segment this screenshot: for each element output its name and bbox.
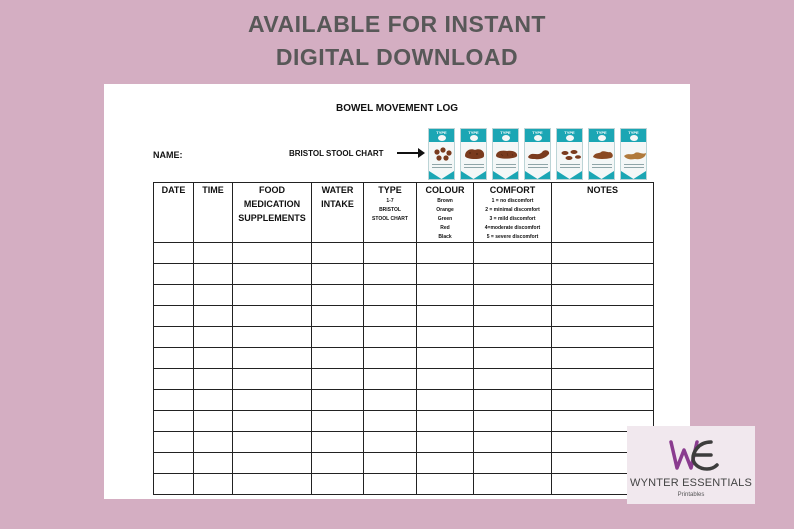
cell-time[interactable] bbox=[194, 411, 233, 432]
column-header-subtext: Red bbox=[440, 225, 450, 231]
stool-type-label: TYPE bbox=[468, 130, 479, 135]
stool-type-label: TYPE bbox=[564, 130, 575, 135]
table-row bbox=[154, 348, 654, 369]
stool-shape-icon bbox=[590, 144, 615, 162]
stool-type-card bbox=[524, 128, 551, 180]
cell-time[interactable] bbox=[194, 306, 233, 327]
stool-type-tab bbox=[621, 129, 646, 142]
cell-comfort[interactable] bbox=[474, 243, 552, 264]
table-row bbox=[154, 390, 654, 411]
cell-date[interactable] bbox=[154, 264, 194, 285]
cell-food[interactable] bbox=[233, 474, 312, 495]
cell-type[interactable] bbox=[364, 432, 417, 453]
cell-comfort[interactable] bbox=[474, 327, 552, 348]
column-header-text: NOTES bbox=[586, 185, 618, 195]
cell-date[interactable] bbox=[154, 348, 194, 369]
cell-comfort[interactable] bbox=[474, 390, 552, 411]
cell-type[interactable] bbox=[364, 348, 417, 369]
stool-caption-line bbox=[592, 164, 612, 165]
cell-type[interactable] bbox=[364, 327, 417, 348]
cell-food[interactable] bbox=[233, 432, 312, 453]
cell-water[interactable] bbox=[312, 348, 364, 369]
stool-card-footer bbox=[589, 171, 614, 179]
column-header-text: DATE bbox=[161, 185, 186, 195]
cell-colour[interactable] bbox=[417, 453, 474, 474]
cell-notes[interactable] bbox=[552, 348, 654, 369]
stool-type-tab bbox=[589, 129, 614, 142]
cell-time[interactable] bbox=[194, 348, 233, 369]
column-header-time bbox=[194, 183, 233, 243]
column-header-subtext: Orange bbox=[436, 207, 454, 213]
cell-comfort[interactable] bbox=[474, 453, 552, 474]
cell-time[interactable] bbox=[194, 390, 233, 411]
stool-caption-line bbox=[432, 164, 452, 165]
cell-water[interactable] bbox=[312, 411, 364, 432]
name-label: NAME: bbox=[153, 150, 183, 160]
cell-colour[interactable] bbox=[417, 474, 474, 495]
stool-type-card bbox=[492, 128, 519, 180]
cell-comfort[interactable] bbox=[474, 369, 552, 390]
stool-card-footer bbox=[493, 171, 518, 179]
stool-type-label: TYPE bbox=[436, 130, 447, 135]
cell-comfort[interactable] bbox=[474, 474, 552, 495]
stool-type-card bbox=[556, 128, 583, 180]
cell-colour[interactable] bbox=[417, 369, 474, 390]
stool-type-tab bbox=[557, 129, 582, 142]
cell-food[interactable] bbox=[233, 369, 312, 390]
cell-type[interactable] bbox=[364, 264, 417, 285]
cell-notes[interactable] bbox=[552, 306, 654, 327]
cell-food[interactable] bbox=[233, 453, 312, 474]
column-header-text: WATER bbox=[321, 185, 354, 195]
cell-time[interactable] bbox=[194, 453, 233, 474]
cell-water[interactable] bbox=[312, 474, 364, 495]
column-header-text: TIME bbox=[202, 185, 224, 195]
log-sheet bbox=[104, 84, 690, 499]
table-row bbox=[154, 306, 654, 327]
column-header-subtext: 1 = no discomfort bbox=[491, 198, 534, 204]
stool-type-card bbox=[460, 128, 487, 180]
cell-water[interactable] bbox=[312, 432, 364, 453]
stool-type-number-badge bbox=[598, 135, 606, 141]
stool-caption-line bbox=[464, 164, 484, 165]
table-row bbox=[154, 285, 654, 306]
cell-date[interactable] bbox=[154, 474, 194, 495]
headline-line-1: AVAILABLE FOR INSTANT bbox=[248, 11, 546, 37]
stool-caption-line bbox=[560, 167, 580, 168]
cell-notes[interactable] bbox=[552, 264, 654, 285]
cell-food[interactable] bbox=[233, 306, 312, 327]
cell-date[interactable] bbox=[154, 453, 194, 474]
cell-food[interactable] bbox=[233, 348, 312, 369]
cell-date[interactable] bbox=[154, 306, 194, 327]
stool-type-number-badge bbox=[534, 135, 542, 141]
cell-colour[interactable] bbox=[417, 411, 474, 432]
column-header-text: SUPPLEMENTS bbox=[238, 213, 306, 223]
column-header-comfort bbox=[474, 183, 552, 243]
column-header-date bbox=[154, 183, 194, 243]
column-header-subtext: 2 = minimal discomfort bbox=[485, 207, 540, 213]
column-header-food bbox=[233, 183, 312, 243]
log-title: BOWEL MOVEMENT LOG bbox=[335, 103, 459, 114]
column-header-text: COMFORT bbox=[489, 185, 536, 195]
cell-food[interactable] bbox=[233, 327, 312, 348]
stool-caption-line bbox=[432, 167, 452, 168]
stool-type-card bbox=[620, 128, 647, 180]
stool-type-number-badge bbox=[470, 135, 478, 141]
cell-colour[interactable] bbox=[417, 243, 474, 264]
cell-comfort[interactable] bbox=[474, 432, 552, 453]
stool-type-number-badge bbox=[630, 135, 638, 141]
cell-comfort[interactable] bbox=[474, 285, 552, 306]
column-header-text: FOOD bbox=[259, 185, 285, 195]
cell-comfort[interactable] bbox=[474, 306, 552, 327]
stool-caption-line bbox=[496, 164, 516, 165]
stool-type-label: TYPE bbox=[532, 130, 543, 135]
cell-notes[interactable] bbox=[552, 390, 654, 411]
brand-logo bbox=[627, 426, 755, 504]
stool-type-tab bbox=[461, 129, 486, 142]
column-header-text: MEDICATION bbox=[243, 199, 301, 209]
column-header-colour bbox=[417, 183, 474, 243]
cell-notes[interactable] bbox=[552, 243, 654, 264]
cell-food[interactable] bbox=[233, 264, 312, 285]
cell-time[interactable] bbox=[194, 369, 233, 390]
cell-colour[interactable] bbox=[417, 432, 474, 453]
cell-date[interactable] bbox=[154, 411, 194, 432]
column-header-water bbox=[312, 183, 364, 243]
column-header-subtext: 1-7 bbox=[386, 198, 394, 204]
table-row bbox=[154, 453, 654, 474]
cell-time[interactable] bbox=[194, 264, 233, 285]
cell-type[interactable] bbox=[364, 453, 417, 474]
stool-caption-line bbox=[528, 167, 548, 168]
cell-colour[interactable] bbox=[417, 390, 474, 411]
brand-name: WYNTER ESSENTIALS bbox=[630, 477, 752, 489]
stool-shape-icon bbox=[558, 144, 583, 162]
cell-type[interactable] bbox=[364, 390, 417, 411]
table-row bbox=[154, 327, 654, 348]
cell-water[interactable] bbox=[312, 390, 364, 411]
cell-type[interactable] bbox=[364, 474, 417, 495]
stool-caption-line bbox=[624, 167, 644, 168]
stool-caption-line bbox=[624, 164, 644, 165]
cell-comfort[interactable] bbox=[474, 411, 552, 432]
cell-date[interactable] bbox=[154, 327, 194, 348]
table-row bbox=[154, 264, 654, 285]
cell-colour[interactable] bbox=[417, 264, 474, 285]
column-header-type bbox=[364, 183, 417, 243]
cell-water[interactable] bbox=[312, 264, 364, 285]
cell-food[interactable] bbox=[233, 243, 312, 264]
cell-colour[interactable] bbox=[417, 348, 474, 369]
cell-colour[interactable] bbox=[417, 327, 474, 348]
cell-comfort[interactable] bbox=[474, 348, 552, 369]
cell-time[interactable] bbox=[194, 243, 233, 264]
column-header-notes bbox=[552, 183, 654, 243]
headline-line-2: DIGITAL DOWNLOAD bbox=[275, 44, 519, 70]
cell-food[interactable] bbox=[233, 285, 312, 306]
cell-comfort[interactable] bbox=[474, 264, 552, 285]
cell-colour[interactable] bbox=[417, 306, 474, 327]
cell-time[interactable] bbox=[194, 432, 233, 453]
cell-notes[interactable] bbox=[552, 369, 654, 390]
column-header-text: COLOUR bbox=[425, 185, 465, 195]
stool-type-card bbox=[588, 128, 615, 180]
stool-type-number-badge bbox=[502, 135, 510, 141]
stool-caption-line bbox=[464, 167, 484, 168]
we-monogram-icon bbox=[627, 428, 755, 478]
table-row bbox=[154, 411, 654, 432]
cell-time[interactable] bbox=[194, 285, 233, 306]
cell-date[interactable] bbox=[154, 432, 194, 453]
cell-water[interactable] bbox=[312, 243, 364, 264]
cell-water[interactable] bbox=[312, 453, 364, 474]
column-header-subtext: STOOL CHART bbox=[372, 216, 408, 222]
column-header-subtext: 5 = severe discomfort bbox=[486, 234, 539, 240]
cell-date[interactable] bbox=[154, 285, 194, 306]
stool-shape-icon bbox=[494, 144, 519, 162]
column-header-subtext: BRISTOL bbox=[379, 207, 401, 213]
stool-caption-line bbox=[528, 164, 548, 165]
stool-card-footer bbox=[461, 171, 486, 179]
column-header-subtext: Green bbox=[437, 216, 453, 222]
stool-shape-icon bbox=[622, 144, 647, 162]
cell-type[interactable] bbox=[364, 285, 417, 306]
cell-water[interactable] bbox=[312, 369, 364, 390]
stool-shape-icon bbox=[430, 144, 455, 162]
column-header-text: TYPE bbox=[378, 185, 402, 195]
stool-type-number-badge bbox=[566, 135, 574, 141]
cell-time[interactable] bbox=[194, 327, 233, 348]
cell-date[interactable] bbox=[154, 243, 194, 264]
stool-caption-line bbox=[560, 164, 580, 165]
stool-type-number-badge bbox=[438, 135, 446, 141]
cell-notes[interactable] bbox=[552, 285, 654, 306]
column-header-subtext: Brown bbox=[437, 198, 453, 204]
bristol-chart-label: BRISTOL STOOL CHART bbox=[289, 149, 384, 158]
log-table bbox=[153, 182, 653, 487]
stool-card-footer bbox=[621, 171, 646, 179]
cell-water[interactable] bbox=[312, 285, 364, 306]
stool-caption-line bbox=[592, 167, 612, 168]
stool-type-label: TYPE bbox=[628, 130, 639, 135]
stool-card-footer bbox=[525, 171, 550, 179]
column-header-subtext: 4=moderate discomfort bbox=[484, 225, 541, 231]
stool-shape-icon bbox=[462, 144, 487, 162]
cell-food[interactable] bbox=[233, 411, 312, 432]
column-header-subtext: Black bbox=[438, 234, 452, 240]
table-header-row bbox=[154, 183, 654, 243]
column-header-subtext: 3 = mild discomfort bbox=[489, 216, 536, 222]
cell-type[interactable] bbox=[364, 411, 417, 432]
stool-type-label: TYPE bbox=[500, 130, 511, 135]
cell-date[interactable] bbox=[154, 390, 194, 411]
stool-type-tab bbox=[429, 129, 454, 142]
stool-card-footer bbox=[429, 171, 454, 179]
cell-date[interactable] bbox=[154, 369, 194, 390]
cell-water[interactable] bbox=[312, 306, 364, 327]
cell-food[interactable] bbox=[233, 390, 312, 411]
stool-type-tab bbox=[493, 129, 518, 142]
cell-type[interactable] bbox=[364, 306, 417, 327]
cell-type[interactable] bbox=[364, 243, 417, 264]
cell-type[interactable] bbox=[364, 369, 417, 390]
stool-caption-line bbox=[496, 167, 516, 168]
cell-notes[interactable] bbox=[552, 327, 654, 348]
table-row bbox=[154, 243, 654, 264]
stool-card-footer bbox=[557, 171, 582, 179]
table-row bbox=[154, 432, 654, 453]
stool-type-tab bbox=[525, 129, 550, 142]
arrow-right-icon bbox=[396, 147, 426, 159]
stool-type-card bbox=[428, 128, 455, 180]
table-row bbox=[154, 474, 654, 495]
stool-shape-icon bbox=[526, 144, 551, 162]
cell-colour[interactable] bbox=[417, 285, 474, 306]
table-row bbox=[154, 369, 654, 390]
cell-water[interactable] bbox=[312, 327, 364, 348]
stool-type-label: TYPE bbox=[596, 130, 607, 135]
column-header-text: INTAKE bbox=[321, 199, 354, 209]
cell-time[interactable] bbox=[194, 474, 233, 495]
brand-subtitle: Printables bbox=[677, 492, 705, 498]
